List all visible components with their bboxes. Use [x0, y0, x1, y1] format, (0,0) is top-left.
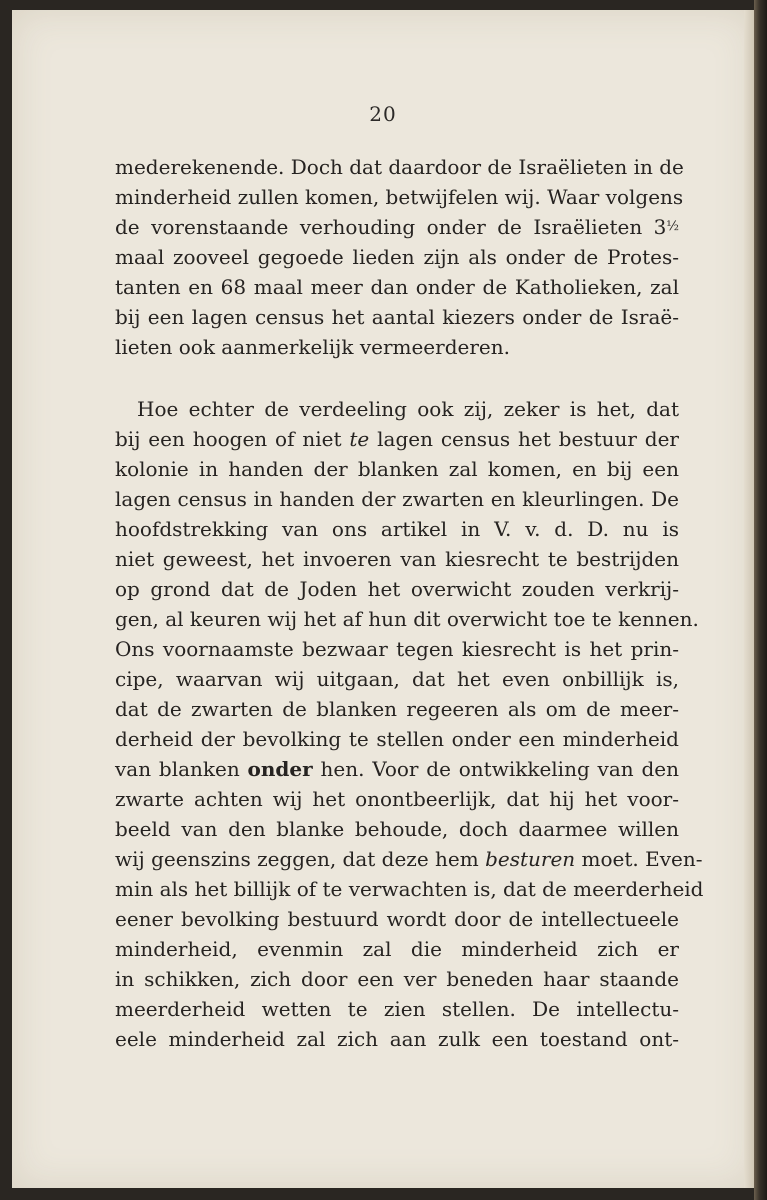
text-line-part: moet. Even-: [575, 847, 703, 871]
text-line: mederekenende. Doch dat daardoor de Israëlieten in de: [115, 155, 684, 179]
text-line: kolonie in handen der blanken zal komen, en bij een: [115, 457, 679, 481]
text-line: gen, al keuren wij het af hun dit overwicht toe te kennen.: [115, 607, 699, 631]
text-line: beeld van den blanke behoude, doch daarmee willen: [115, 817, 679, 841]
book-page: [12, 10, 754, 1188]
text-line: derheid der bevolking te stellen onder een minderheid: [115, 727, 679, 751]
text-line: Ons voornaamste bezwaar tegen kiesrecht is het prin-: [115, 637, 679, 661]
text-line-part: hen. Voor de ontwikkeling van den: [312, 757, 679, 781]
text-line-part: bij een hoogen of niet: [115, 427, 350, 451]
text-line: lagen census in handen der zwarten en kleurlingen. De: [115, 487, 679, 511]
text-line: meerderheid wetten te zien stellen. De intellectu-: [115, 997, 679, 1021]
text-line: eener bevolking bestuurd wordt door de intellectueele: [115, 907, 679, 931]
text-line-part: van blanken: [115, 757, 248, 781]
text-line-part: de vorenstaande verhouding onder de Israëlieten 3: [115, 215, 667, 239]
emphasis-text: besturen: [485, 847, 576, 871]
text-line: in schikken, zich door een ver beneden haar staande: [115, 967, 679, 991]
page-edge: [744, 10, 754, 1188]
text-line: minderheid, evenmin zal die minderheid zich er: [115, 937, 679, 961]
text-line: [115, 424, 679, 454]
text-line: minderheid zullen komen, betwijfelen wij. Waar volgens: [115, 185, 684, 209]
text-line: [115, 844, 703, 874]
text-line: [115, 754, 679, 784]
emphasis-text: te: [349, 427, 370, 451]
text-line: lieten ook aanmerkelijk vermeerderen.: [115, 335, 510, 359]
text-line: eele minderheid zal zich aan zulk een toestand ont-: [115, 1027, 679, 1051]
bold-text: onder: [247, 757, 313, 781]
text-line: Hoe echter de verdeeling ook zij, zeker is het, dat: [137, 397, 679, 421]
page-number: 20: [369, 102, 397, 126]
fraction-half: ½: [666, 219, 679, 234]
text-line-part: wij geenszins zeggen, dat deze hem: [115, 847, 486, 871]
text-line: min als het billijk of te verwachten is, dat de meerderheid: [115, 877, 704, 901]
text-line: hoofdstrekking van ons artikel in V. v. d. D. nu is: [115, 517, 679, 541]
paragraph-1: [115, 152, 684, 362]
text-line-part: lagen census het bestuur der: [369, 427, 679, 451]
paragraph-2: [115, 394, 704, 1054]
text-line: zwarte achten wij het onontbeerlijk, dat hij het voor-: [115, 787, 679, 811]
text-line: op grond dat de Joden het overwicht zouden verkrij-: [115, 577, 679, 601]
text-line: niet geweest, het invoeren van kiesrecht te bestrijden: [115, 547, 679, 571]
binding-edge: [754, 0, 767, 1200]
text-line: dat de zwarten de blanken regeeren als om de meer-: [115, 697, 679, 721]
text-line: maal zooveel gegoede lieden zijn als onder de Protes-: [115, 245, 679, 269]
text-line: bij een lagen census het aantal kiezers onder de Israë-: [115, 305, 679, 329]
text-line: cipe, waarvan wij uitgaan, dat het even onbillijk is,: [115, 667, 679, 691]
text-line: [115, 212, 679, 242]
text-line: tanten en 68 maal meer dan onder de Katholieken, zal: [115, 275, 679, 299]
